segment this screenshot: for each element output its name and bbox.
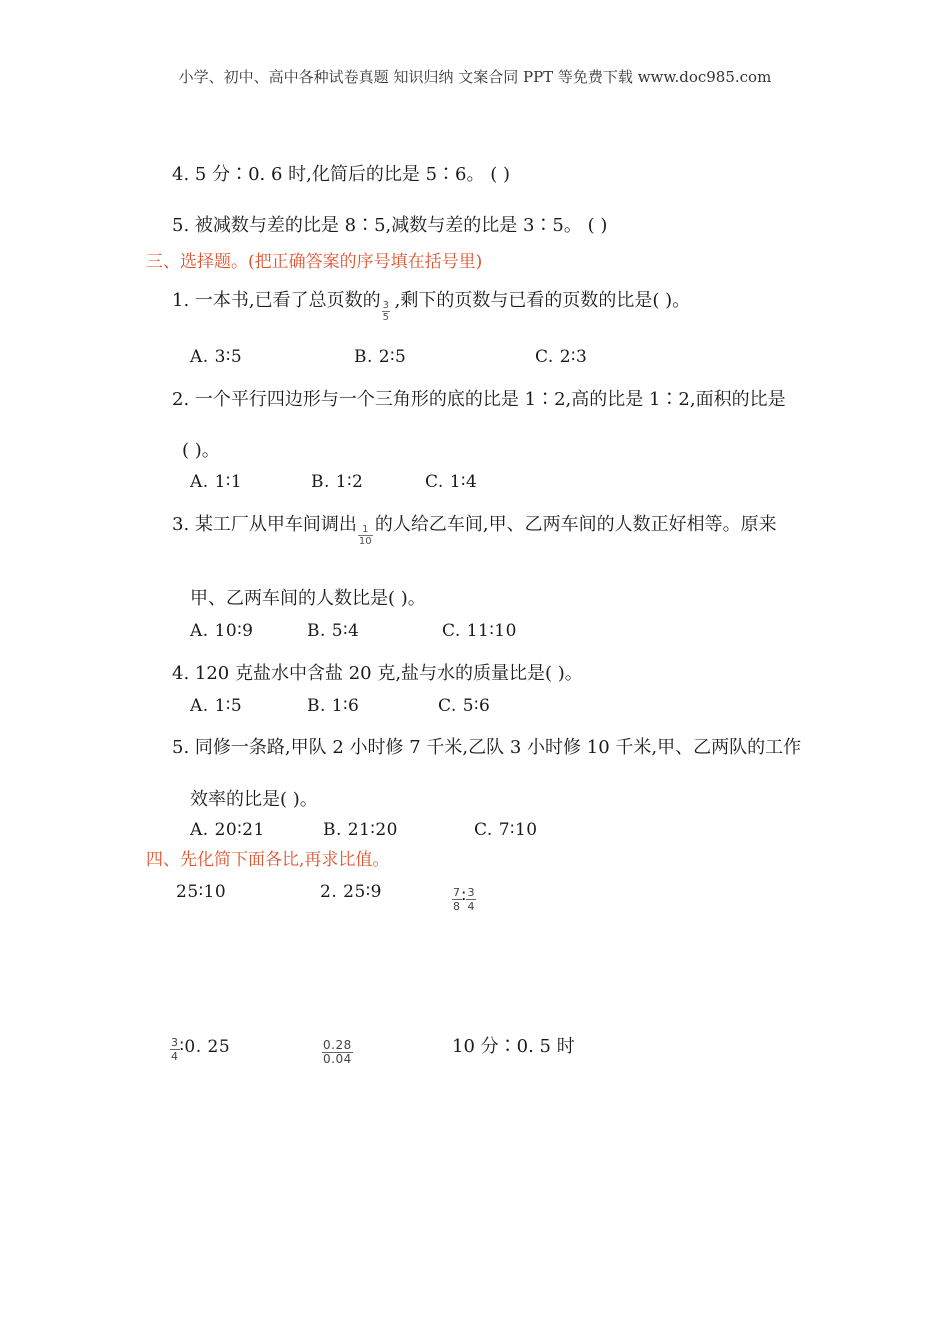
choice-question-2: 2. 一个平行四边形与一个三角形的底的比是 1∶2,高的比是 1∶2,面积的比是 [172, 389, 786, 410]
option-a: A. 1∶5 [190, 696, 243, 716]
option-a: A. 3∶5 [190, 347, 243, 367]
choice-question-1 [172, 286, 691, 323]
ratio-item-2: 2. 25∶9 [320, 882, 382, 902]
ratio-item-1: 25∶10 [176, 882, 227, 902]
fraction [322, 1039, 353, 1066]
fraction [170, 1036, 180, 1063]
fraction [466, 886, 476, 913]
ratio-item-6: 10 分∶0. 5 时 [452, 1036, 575, 1057]
fraction-numerator: 3 [467, 886, 475, 899]
option-c: C. 5∶6 [438, 696, 491, 716]
fraction [381, 296, 395, 323]
option-c: C. 1∶4 [425, 472, 478, 492]
option-b: B. 1∶6 [307, 696, 360, 716]
option-b: B. 21∶20 [323, 820, 398, 840]
option-b: B. 2∶5 [354, 347, 407, 367]
fraction-numerator: 7 [453, 886, 461, 899]
ratio-item-5 [322, 1039, 353, 1066]
choice-question-5-line2: 效率的比是( )。 [190, 789, 318, 810]
fraction-denominator: 10 [358, 536, 372, 547]
option-b: B. 5∶4 [307, 621, 360, 641]
page-header: 小学、初中、高中各种试卷真题 知识归纳 文案合同 PPT 等免费下载 www.doc985.com [178, 68, 772, 86]
choice-question-2-blank: ( )。 [182, 440, 220, 461]
fraction-numerator: 1 [358, 524, 373, 536]
question-text: 1. 一本书,已看了总页数的 [172, 290, 381, 311]
fraction-denominator: 8 [453, 900, 461, 913]
section-4-title: 四、先化简下面各比,再求比值。 [146, 850, 390, 870]
question-text: 3. 某工厂从甲车间调出 [172, 514, 357, 535]
question-text: ,剩下的页数与已看的页数的比是( )。 [394, 290, 691, 311]
judge-question-5: 5. 被减数与差的比是 8∶5,减数与差的比是 3∶5。 ( ) [172, 215, 608, 236]
section-3-title: 三、选择题。(把正确答案的序号填在括号里) [146, 252, 483, 272]
judge-question-4: 4. 5 分∶0. 6 时,化简后的比是 5∶6。 ( ) [172, 164, 510, 185]
choice-question-3 [172, 510, 777, 547]
fraction-numerator: 3 [171, 1036, 179, 1049]
fraction-denominator: 5 [382, 312, 389, 323]
option-a: A. 1∶1 [190, 472, 243, 492]
choice-question-5: 5. 同修一条路,甲队 2 小时修 7 千米,乙队 3 小时修 10 千米,甲、乙两队的工作 [172, 737, 802, 758]
ratio-item-4 [170, 1036, 230, 1063]
option-c: C. 7∶10 [474, 820, 538, 840]
option-a: A. 10∶9 [190, 621, 254, 641]
ratio-tail: ∶0. 25 [179, 1037, 231, 1057]
ratio-sign: ∶ [461, 887, 467, 907]
choice-question-3-line2: 甲、乙两车间的人数比是( )。 [190, 588, 426, 609]
fraction-numerator: 0.28 [323, 1038, 352, 1052]
fraction-denominator: 4 [467, 900, 475, 913]
option-b: B. 1∶2 [311, 472, 364, 492]
fraction [452, 886, 462, 913]
fraction [357, 520, 375, 547]
option-c: C. 2∶3 [535, 347, 588, 367]
fraction-denominator: 4 [171, 1050, 179, 1063]
option-c: C. 11∶10 [442, 621, 517, 641]
question-text: 的人给乙车间,甲、乙两车间的人数正好相等。原来 [374, 514, 777, 535]
ratio-item-3 [452, 886, 476, 913]
fraction-denominator: 0.04 [323, 1052, 352, 1066]
choice-question-4: 4. 120 克盐水中含盐 20 克,盐与水的质量比是( )。 [172, 663, 583, 684]
option-a: A. 20∶21 [190, 820, 265, 840]
fraction-numerator: 3 [382, 300, 389, 311]
